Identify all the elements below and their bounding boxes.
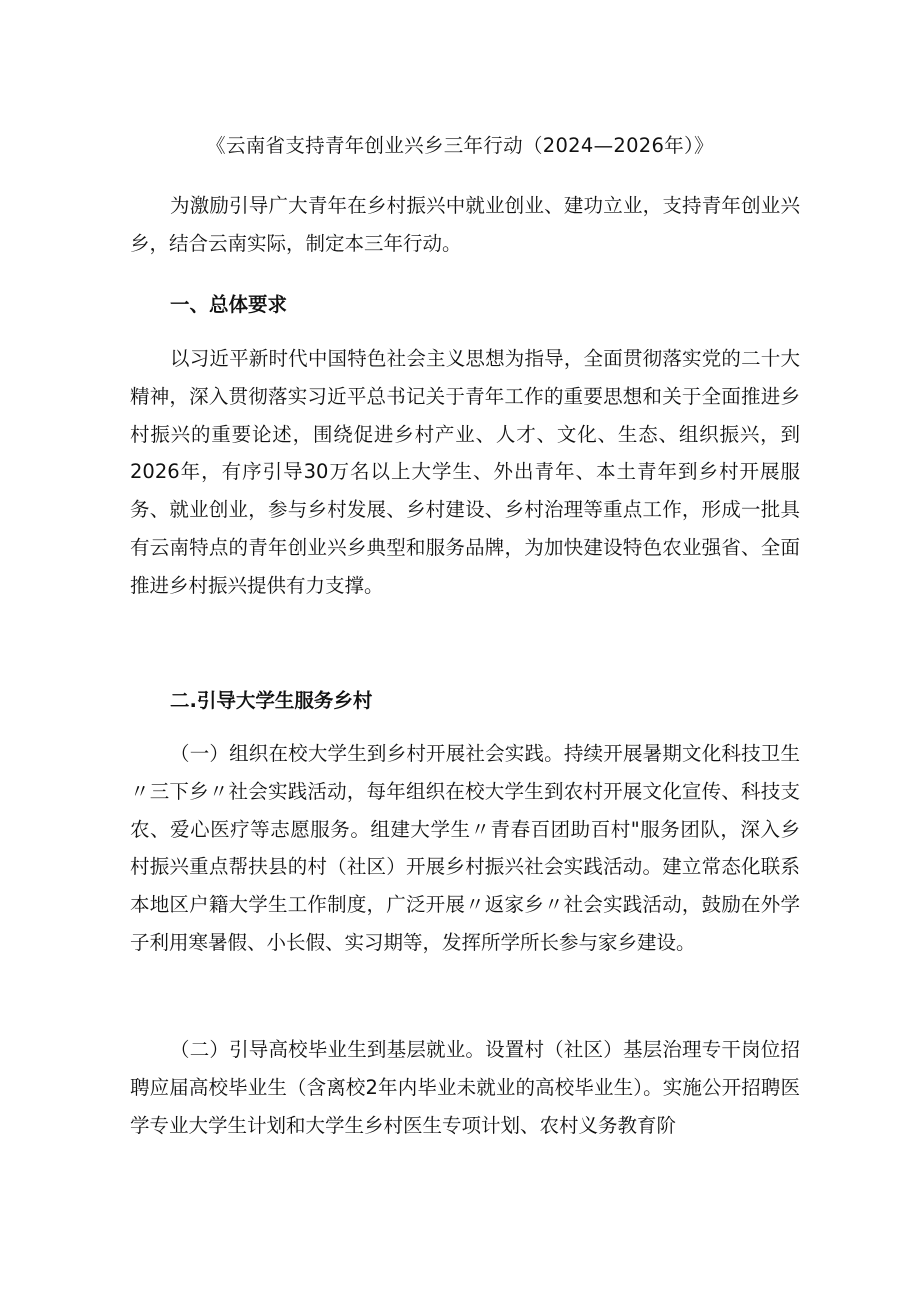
section-2-item-1-paragraph: （一）组织在校大学生到乡村开展社会实践。持续开展暑期文化科技卫生〃三下乡〃社会实践活动，每年组织在校大学生到农村开展文化宣传、科技支农、爱心医疗等志愿服务。组建大学生〃青春百团助百村"服务团队，深入乡村振兴重点帮扶县的村（社区）开展乡村振兴社会实践活动。建立常态化联系本地区户籍大学生工作制度，广泛开展〃返家乡〃社会实践活动，鼓励在外学子利用寒暑假、小长假、实习期等，发挥所学所长参与家乡建设。 xyxy=(130,742,800,954)
section-2-heading: 二.引导大学生服务乡村 xyxy=(170,689,373,712)
intro-paragraph: 为激励引导广大青年在乡村振兴中就业创业、建功立业，支持青年创业兴乡，结合云南实际，制定本三年行动。 xyxy=(130,194,800,255)
section-1-heading: 一、总体要求 xyxy=(170,293,288,316)
section-2-item-2-paragraph: （二）引导高校毕业生到基层就业。设置村（社区）基层治理专干岗位招聘应届高校毕业生（含离校2年内毕业未就业的高校毕业生）。实施公开招聘医学专业大学生计划和大学生乡村医生专项计划、农村义务教育阶 xyxy=(130,1038,800,1137)
section-1-paragraph: 以习近平新时代中国特色社会主义思想为指导，全面贯彻落实党的二十大精神，深入贯彻落实习近平总书记关于青年工作的重要思想和关于全面推进乡村振兴的重要论述，围绕促进乡村产业、人才、文化、生态、组织振兴，到2026年，有序引导30万名以上大学生、外出青年、本土青年到乡村开展服务、就业创业，参与乡村发展、乡村建设、乡村治理等重点工作，形成一批具有云南特点的青年创业兴乡典型和服务品牌，为加快建设特色农业强省、全面推进乡村振兴提供有力支撑。 xyxy=(130,347,800,597)
document-title: 《云南省支持青年创业兴乡三年行动（2024—2026年）》 xyxy=(206,134,714,157)
